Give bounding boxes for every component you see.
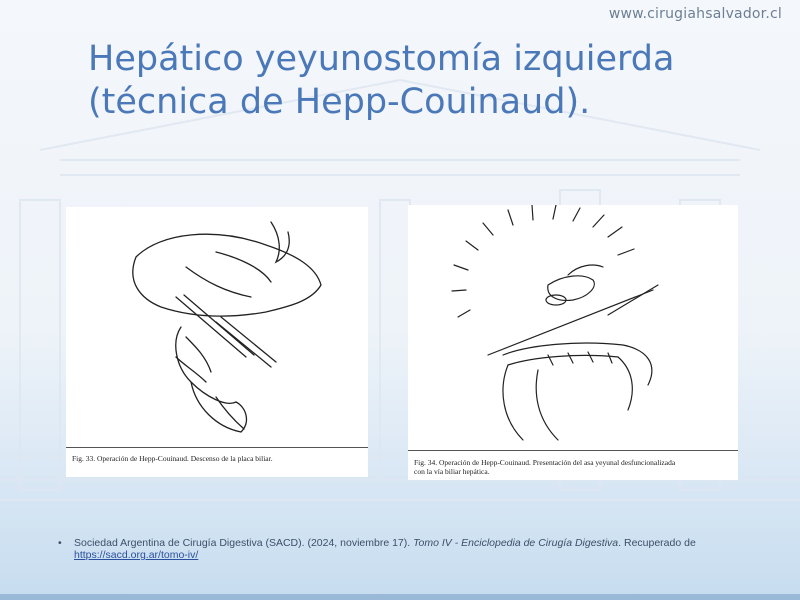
figure-33-caption: Fig. 33. Operación de Hepp-Couinaud. Descenso de la placa biliar. — [72, 454, 273, 463]
bullet-icon: • — [58, 537, 62, 549]
bottom-accent-bar — [0, 594, 800, 600]
reference-retrieved: . Recuperado de — [618, 537, 696, 549]
slide-title-line1: Hepático yeyunostomía izquierda — [88, 39, 675, 79]
website-watermark: www.cirugiahsalvador.cl — [608, 6, 782, 22]
slide-title-line2: (técnica de Hepp-Couinaud). — [88, 82, 591, 122]
figure-34 — [408, 205, 738, 480]
figure-34-caption-line2: con la vía biliar hepática. — [414, 467, 490, 476]
reference-authors: Sociedad Argentina de Cirugía Digestiva (SACD). (2024, noviembre 17). — [74, 537, 414, 549]
reference-text — [74, 537, 746, 561]
figure-34-caption — [414, 458, 732, 476]
figure-33-rule — [66, 447, 368, 448]
slide-title — [88, 38, 768, 124]
figure-33 — [66, 207, 368, 477]
figure-34-caption-line1: Fig. 34. Operación de Hepp-Couinaud. Presentación del asa yeyunal desfuncionalizada — [414, 458, 676, 467]
reference-link[interactable]: https://sacd.org.ar/tomo-iv/ — [74, 549, 199, 561]
figure-33-illustration — [66, 207, 368, 477]
reference-work-title: Tomo IV - Enciclopedia de Cirugía Digestiva — [413, 537, 619, 549]
figure-34-rule — [408, 450, 738, 451]
figure-34-illustration — [408, 205, 738, 480]
